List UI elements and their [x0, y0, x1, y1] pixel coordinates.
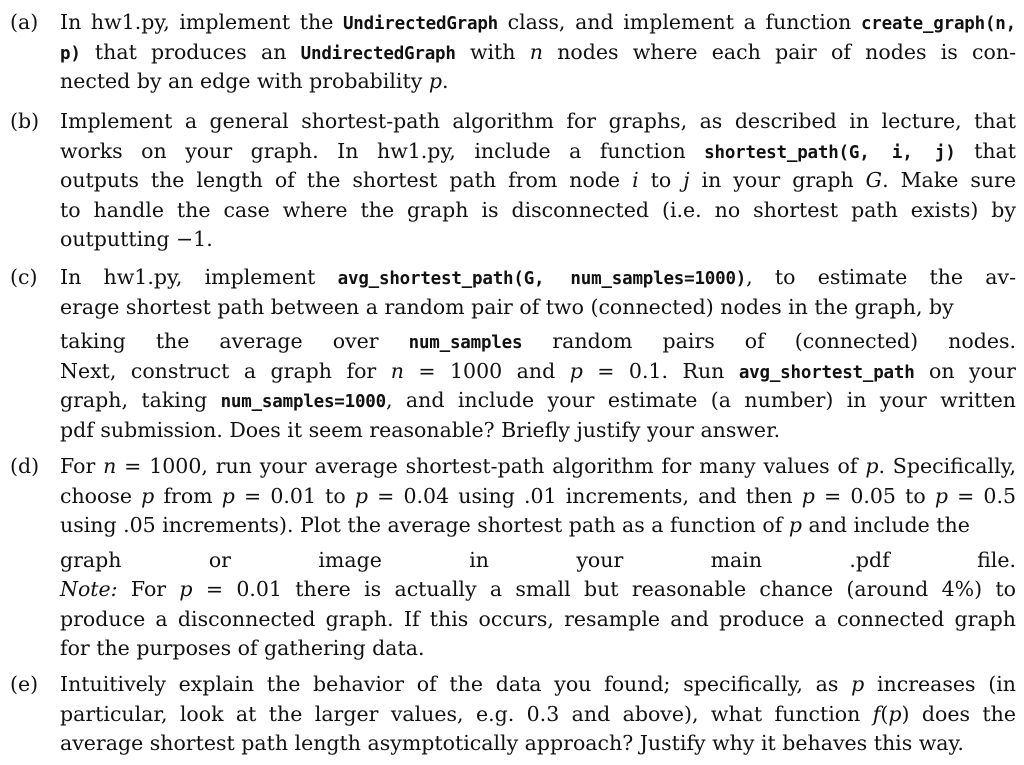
text-run: In hw1.py, implement [60, 265, 338, 289]
text-run: on your [914, 358, 1016, 383]
text-run: taking the average over [60, 329, 409, 353]
text-run: . Specifically, [878, 454, 1017, 478]
text-run: using .05 increments). Plot the average shortest path as a function of [60, 513, 789, 537]
code-identifier: avg_shortest_path [738, 362, 915, 383]
math-variable: j [683, 168, 690, 192]
text-run: ) does the [901, 701, 1016, 726]
math-variable: p [888, 701, 902, 726]
math-variable: n [529, 39, 543, 64]
math-variable: p [851, 672, 865, 696]
math-variable: p [141, 483, 155, 508]
math-variable: p [354, 483, 368, 508]
item-content [60, 670, 1016, 759]
text-run: , to estimate the av- [746, 265, 1016, 289]
text-line [60, 263, 1016, 293]
problem-item-a [10, 8, 1016, 100]
math-variable: G [865, 168, 883, 192]
math-variable: p [179, 577, 193, 601]
text-line [60, 634, 1016, 664]
text-run: In hw1.py, implement the [60, 10, 343, 34]
text-run: Next, construct a graph for [60, 358, 391, 383]
text-line [60, 386, 1016, 416]
code-identifier: UndirectedGraph [300, 43, 456, 64]
problem-item-d [10, 452, 1016, 667]
math-variable: p [569, 358, 583, 383]
text-line [60, 575, 1016, 605]
text-run: = 1000, run your average shortest-path algorithm for many values of [116, 454, 866, 478]
text-run: . Make sure [882, 168, 1016, 192]
text-run: to handle the case where the graph is disconnected (i.e. no shortest path exists) by [60, 197, 1016, 222]
text-run: produce a disconnected graph. If this occurs, resample and produce a connected graph [60, 606, 1016, 631]
text-line [60, 196, 1016, 226]
text-run: graph or image in your main .pdf file. [60, 547, 1016, 572]
code-identifier: UndirectedGraph [342, 14, 499, 34]
math-variable: n [103, 454, 117, 478]
math-variable: p [934, 483, 948, 508]
code-identifier: create_graph(n, [860, 14, 1016, 34]
text-run: , and include your estimate (a number) in your written [385, 388, 1016, 412]
code-identifier: shortest_path(G, i, j) [704, 142, 956, 163]
text-run: = 0.05 to [814, 483, 935, 508]
text-line [60, 293, 1016, 323]
text-run: outputs the length of the shortest path from node [60, 168, 633, 192]
problem-item-b [10, 107, 1016, 257]
text-run: = 0.04 using .01 increments, and then [368, 483, 802, 508]
text-run: to [638, 168, 684, 192]
math-variable: p [865, 454, 879, 478]
text-run: for the purposes of gathering data. [60, 636, 425, 660]
text-line [60, 225, 1016, 255]
item-label: (e) [10, 672, 39, 696]
text-run: increases (in [864, 672, 1017, 696]
code-identifier: avg_shortest_path(G, num_samples=1000) [337, 269, 747, 289]
text-run: outputting −1. [60, 227, 213, 251]
text-run: in your graph [689, 168, 866, 192]
note-label: Note: [60, 577, 118, 601]
text-run: works on your graph. In hw1.py, include a function [60, 138, 705, 163]
text-run: For [117, 577, 180, 601]
text-run: ( [880, 701, 889, 726]
item-content [60, 263, 1016, 445]
item-label: (c) [10, 265, 38, 289]
text-line [60, 700, 1016, 730]
text-run: average shortest path length asymptotically approach? Justify why it behaves this way. [60, 731, 964, 755]
item-content [60, 107, 1016, 255]
math-variable: n [390, 358, 404, 383]
math-variable: p [221, 483, 235, 508]
text-run: with [455, 39, 530, 64]
text-line [60, 546, 1016, 576]
text-run: class, and implement a function [498, 10, 861, 34]
math-variable: i [632, 168, 639, 192]
problem-item-e [10, 670, 1016, 762]
math-variable: p [428, 69, 442, 93]
text-run: pdf submission. Does it seem reasonable? Briefly justify your answer. [60, 417, 781, 442]
text-run: choose [60, 483, 142, 508]
text-run: from [154, 483, 222, 508]
text-run: = 1000 and [403, 358, 570, 383]
text-run: = 0.1. Run [582, 358, 739, 383]
text-line [60, 482, 1016, 512]
code-identifier: num_samples [408, 333, 523, 353]
text-run: = 0.5 [947, 483, 1017, 508]
text-line [60, 8, 1016, 38]
text-run: that produces an [80, 39, 301, 64]
item-content [60, 452, 1016, 664]
text-run: Implement a general shortest-path algorithm for graphs, as described in lecture, that [60, 109, 1016, 133]
text-line [60, 38, 1016, 68]
text-run: graph, taking [60, 388, 221, 412]
problem-item-c [10, 263, 1016, 448]
item-label: (a) [10, 10, 39, 34]
text-run: nodes where each pair of nodes is con- [542, 39, 1017, 64]
text-line [60, 511, 1016, 541]
text-line [60, 670, 1016, 700]
text-run: . [441, 69, 449, 93]
text-run: = 0.01 to [234, 483, 355, 508]
item-label: (d) [10, 454, 40, 478]
item-content [60, 8, 1016, 97]
text-run: erage shortest path between a random pair of two (connected) nodes in the graph, by [60, 294, 954, 319]
text-line [60, 452, 1016, 482]
text-run: and include the [801, 513, 970, 537]
text-run: Intuitively explain the behavior of the data you found; specifically, as [60, 672, 852, 696]
code-identifier: p) [60, 43, 81, 64]
text-run: = 0.01 there is actually a small but reasonable chance (around 4%) to [192, 577, 1017, 601]
code-identifier: num_samples=1000 [220, 392, 386, 412]
text-run: For [60, 454, 104, 478]
text-line [60, 605, 1016, 635]
text-line [60, 327, 1016, 357]
text-line [60, 357, 1016, 387]
math-variable: p [801, 483, 815, 508]
math-variable: p [788, 513, 802, 537]
text-run: particular, look at the larger values, e.g. 0.3 and above), what function [60, 701, 873, 726]
text-line [60, 416, 1016, 446]
text-line [60, 166, 1016, 196]
text-run: random pairs of (connected) nodes. [522, 329, 1017, 353]
text-line [60, 137, 1016, 167]
item-label: (b) [10, 109, 40, 133]
text-line [60, 729, 1016, 759]
text-line [60, 67, 1016, 97]
math-variable: f [872, 701, 881, 726]
text-line [60, 107, 1016, 137]
text-run: that [955, 138, 1016, 163]
text-run: nected by an edge with probability [60, 69, 429, 93]
